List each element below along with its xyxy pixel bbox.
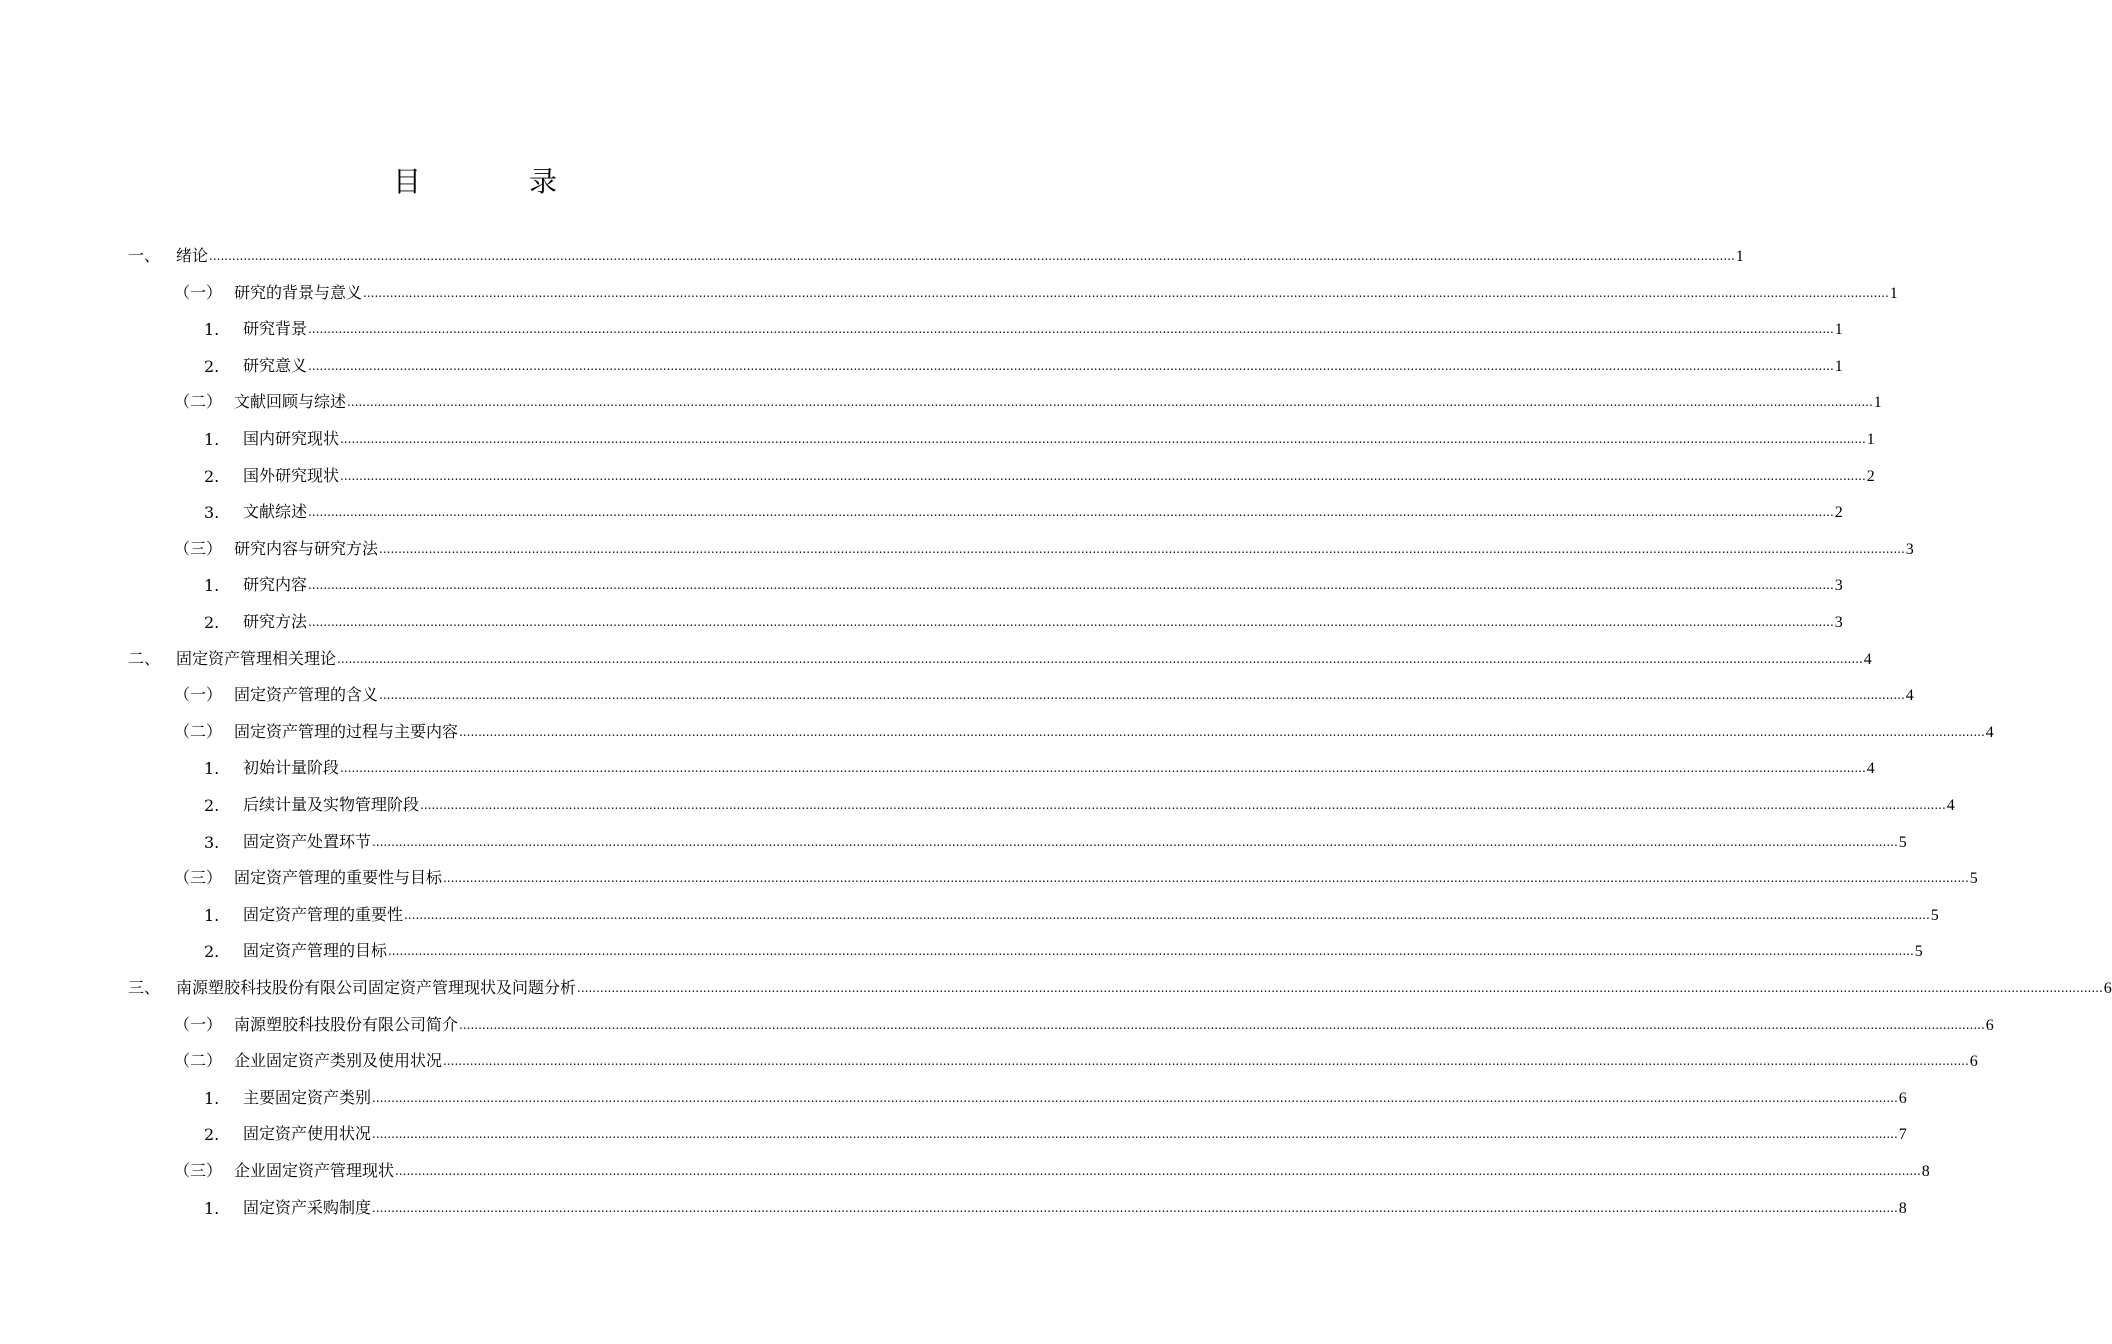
toc-entry[interactable] <box>174 273 1898 303</box>
toc-entry-number: 1. <box>204 320 220 340</box>
toc-entry[interactable] <box>204 1114 1907 1145</box>
toc-entry-page-number: 6 <box>1898 1089 1907 1107</box>
toc-entry-number: 1. <box>204 576 220 596</box>
toc-entry-page-number: 6 <box>1969 1053 1978 1071</box>
toc-entry[interactable] <box>174 1041 1978 1071</box>
toc-entry[interactable] <box>204 1078 1907 1108</box>
toc-entry-page-number: 6 <box>2103 980 2112 997</box>
toc-entry-page-number: 3 <box>1834 614 1843 631</box>
toc-entry-page-number: 4 <box>1985 723 1994 741</box>
toc-entry-label: 固定资产管理的过程与主要内容 <box>234 721 459 741</box>
toc-dot-leader: ................................................................................................................................................................................................................................................................................................................................................................................................................ <box>577 981 2103 995</box>
toc-entry-label: 研究内容 <box>243 575 308 595</box>
toc-dot-leader: ................................................................................................................................................................................................................................................................................................................................................................................................................ <box>308 578 1834 593</box>
toc-entry[interactable] <box>174 712 1994 742</box>
toc-dot-leader: ................................................................................................................................................................................................................................................................................................................................................................................................................ <box>395 1164 1921 1178</box>
toc-entry-label: 研究的背景与意义 <box>234 282 363 302</box>
toc-entry-number: （二） <box>174 1051 223 1071</box>
toc-entry-number: （一） <box>174 685 223 705</box>
toc-dot-leader: ................................................................................................................................................................................................................................................................................................................................................................................................................ <box>340 468 1866 483</box>
toc-entry[interactable] <box>204 931 1923 962</box>
toc-entry[interactable] <box>174 382 1882 412</box>
toc-entry-page-number: 8 <box>1921 1163 1930 1180</box>
toc-dot-leader: ................................................................................................................................................................................................................................................................................................................................................................................................................ <box>308 615 1834 629</box>
toc-entry-label: 南源塑胶科技股份有限公司简介 <box>234 1014 459 1034</box>
toc-entry-number: 3. <box>204 832 220 852</box>
toc-entry-page-number: 1 <box>1866 431 1875 448</box>
toc-entry-number: 三、 <box>128 978 161 997</box>
toc-entry-label: 固定资产采购制度 <box>243 1197 372 1217</box>
toc-entry-page-number: 2 <box>1834 504 1843 522</box>
toc-entry-number: 2. <box>204 356 220 376</box>
toc-dot-leader: ................................................................................................................................................................................................................................................................................................................................................................................................................ <box>363 285 1889 300</box>
toc-entry[interactable] <box>204 346 1843 376</box>
toc-entry-label: 固定资产管理相关理论 <box>176 648 337 668</box>
toc-entry-label: 固定资产管理的重要性 <box>243 904 404 924</box>
toc-dot-leader: ................................................................................................................................................................................................................................................................................................................................................................................................................ <box>308 505 1834 520</box>
toc-entry-number: （三） <box>174 1161 223 1180</box>
toc-entry[interactable] <box>204 822 1907 852</box>
toc-entry[interactable] <box>204 748 1875 779</box>
toc-entry-label: 文献回顾与综述 <box>234 392 347 412</box>
toc-entry-number: 1. <box>204 1088 220 1108</box>
toc-entry-page-number: 1 <box>1834 357 1843 375</box>
toc-entry-number: 2. <box>204 942 220 962</box>
toc-entry-label: 主要固定资产类别 <box>243 1087 372 1107</box>
toc-dot-leader: ................................................................................................................................................................................................................................................................................................................................................................................................................ <box>372 1127 1898 1142</box>
toc-entry-label: 企业固定资产管理现状 <box>234 1161 395 1180</box>
toc-dot-leader: ................................................................................................................................................................................................................................................................................................................................................................................................................ <box>340 761 1866 776</box>
toc-entry-number: 1. <box>204 1198 220 1218</box>
toc-entry-number: （二） <box>174 721 223 741</box>
toc-entry-page-number: 7 <box>1898 1126 1907 1144</box>
toc-entry-label: 后续计量及实物管理阶段 <box>243 795 420 814</box>
toc-entry-page-number: 5 <box>1898 833 1907 851</box>
toc-dot-leader: ................................................................................................................................................................................................................................................................................................................................................................................................................ <box>372 834 1898 849</box>
toc-entry[interactable] <box>174 858 1978 888</box>
toc-entry-page-number: 5 <box>1969 870 1978 888</box>
toc-entry-page-number: 1 <box>1735 248 1744 265</box>
toc-entry[interactable] <box>128 236 1744 266</box>
toc-entry[interactable] <box>204 1188 1907 1218</box>
toc-entry-label: 研究内容与研究方法 <box>234 538 379 558</box>
toc-entry-label: 固定资产管理的目标 <box>243 941 388 961</box>
toc-entry-number: （三） <box>174 868 223 888</box>
toc-entry-number: （二） <box>174 392 223 412</box>
toc-entry-page-number: 5 <box>1930 906 1939 924</box>
toc-entry[interactable] <box>174 1005 1994 1035</box>
toc-dot-leader: ................................................................................................................................................................................................................................................................................................................................................................................................................ <box>459 1017 1985 1032</box>
toc-entry[interactable] <box>204 895 1939 925</box>
toc-entry-label: 研究方法 <box>243 612 308 631</box>
toc-entry-label: 固定资产使用状况 <box>243 1124 372 1144</box>
toc-entry-number: 1. <box>204 905 220 925</box>
toc-dot-leader: ................................................................................................................................................................................................................................................................................................................................................................................................................ <box>209 249 1735 263</box>
toc-entry[interactable] <box>204 419 1875 449</box>
toc-entry[interactable] <box>128 639 1872 669</box>
toc-entry-page-number: 2 <box>1866 467 1875 485</box>
toc-entry-page-number: 5 <box>1914 943 1923 961</box>
toc-entry-label: 企业固定资产类别及使用状况 <box>234 1051 443 1071</box>
toc-entry-page-number: 4 <box>1863 650 1872 668</box>
toc-entry-page-number: 4 <box>1946 797 1955 814</box>
toc-entry-page-number: 4 <box>1866 760 1875 778</box>
toc-entry-page-number: 1 <box>1873 394 1882 412</box>
toc-dot-leader: ................................................................................................................................................................................................................................................................................................................................................................................................................ <box>372 1200 1898 1215</box>
toc-dot-leader: ................................................................................................................................................................................................................................................................................................................................................................................................................ <box>404 907 1930 922</box>
toc-entry-label: 固定资产管理的重要性与目标 <box>234 868 443 888</box>
toc-entry-number: 2. <box>204 1125 220 1145</box>
toc-entry-number: 2. <box>204 613 220 632</box>
toc-dot-leader: ................................................................................................................................................................................................................................................................................................................................................................................................................ <box>372 1090 1898 1105</box>
toc-entry-label: 绪论 <box>176 246 209 265</box>
toc-dot-leader: ................................................................................................................................................................................................................................................................................................................................................................................................................ <box>443 1054 1969 1069</box>
toc-entry-label: 初始计量阶段 <box>243 758 340 778</box>
toc-entry-number: 一、 <box>128 246 161 265</box>
toc-entry-label: 文献综述 <box>243 502 308 522</box>
toc-title: 目 录 <box>392 165 597 198</box>
toc-entry[interactable] <box>204 492 1843 523</box>
toc-dot-leader: ................................................................................................................................................................................................................................................................................................................................................................................................................ <box>443 871 1969 886</box>
toc-entry-label: 南源塑胶科技股份有限公司固定资产管理现状及问题分析 <box>176 978 577 997</box>
toc-entry[interactable] <box>204 785 1955 815</box>
toc-dot-leader: ................................................................................................................................................................................................................................................................................................................................................................................................................ <box>459 724 1985 739</box>
toc-entry-page-number: 4 <box>1905 687 1914 705</box>
toc-entry-label: 固定资产管理的含义 <box>234 685 379 705</box>
toc-entry-number: （一） <box>174 282 223 302</box>
toc-entry[interactable] <box>174 675 1914 705</box>
toc-entry-page-number: 8 <box>1898 1199 1907 1217</box>
toc-dot-leader: ................................................................................................................................................................................................................................................................................................................................................................................................................ <box>308 358 1834 373</box>
toc-entry-number: （三） <box>174 538 223 558</box>
toc-entry[interactable] <box>128 968 2112 998</box>
toc-entry-label: 国外研究现状 <box>243 465 340 485</box>
toc-dot-leader: ................................................................................................................................................................................................................................................................................................................................................................................................................ <box>308 322 1834 337</box>
toc-dot-leader: ................................................................................................................................................................................................................................................................................................................................................................................................................ <box>379 541 1905 556</box>
toc-entry-number: 2. <box>204 466 220 486</box>
toc-dot-leader: ................................................................................................................................................................................................................................................................................................................................................................................................................ <box>379 688 1905 703</box>
toc-dot-leader: ................................................................................................................................................................................................................................................................................................................................................................................................................ <box>388 944 1914 959</box>
toc-entry-page-number: 3 <box>1905 540 1914 558</box>
toc-entry-label: 固定资产处置环节 <box>243 831 372 851</box>
toc-entry[interactable] <box>174 529 1914 559</box>
toc-entry-number: 二、 <box>128 648 161 668</box>
toc-dot-leader: ................................................................................................................................................................................................................................................................................................................................................................................................................ <box>420 798 1946 812</box>
toc-entry-number: 3. <box>204 503 220 523</box>
toc-entry-page-number: 6 <box>1985 1016 1994 1034</box>
toc-entry-number: 1. <box>204 430 220 449</box>
toc-entry[interactable] <box>204 565 1843 596</box>
toc-dot-leader: ................................................................................................................................................................................................................................................................................................................................................................................................................ <box>347 395 1873 410</box>
toc-entry-page-number: 3 <box>1834 577 1843 595</box>
toc-dot-leader: ................................................................................................................................................................................................................................................................................................................................................................................................................ <box>337 651 1863 666</box>
toc-entry[interactable] <box>204 602 1843 632</box>
toc-entry-number: 1. <box>204 759 220 779</box>
toc-entry-label: 国内研究现状 <box>243 429 340 448</box>
toc-entry-page-number: 1 <box>1834 321 1843 339</box>
toc-entry[interactable] <box>204 309 1843 340</box>
toc-entry-page-number: 1 <box>1889 284 1898 302</box>
toc-dot-leader: ................................................................................................................................................................................................................................................................................................................................................................................................................ <box>340 432 1866 446</box>
toc-entry-label: 研究意义 <box>243 355 308 375</box>
toc-entry-number: 2. <box>204 796 220 815</box>
toc-entry[interactable] <box>174 1151 1930 1181</box>
toc-entry-label: 研究背景 <box>243 319 308 339</box>
toc-entry[interactable] <box>204 456 1875 486</box>
toc-entry-number: （一） <box>174 1014 223 1034</box>
